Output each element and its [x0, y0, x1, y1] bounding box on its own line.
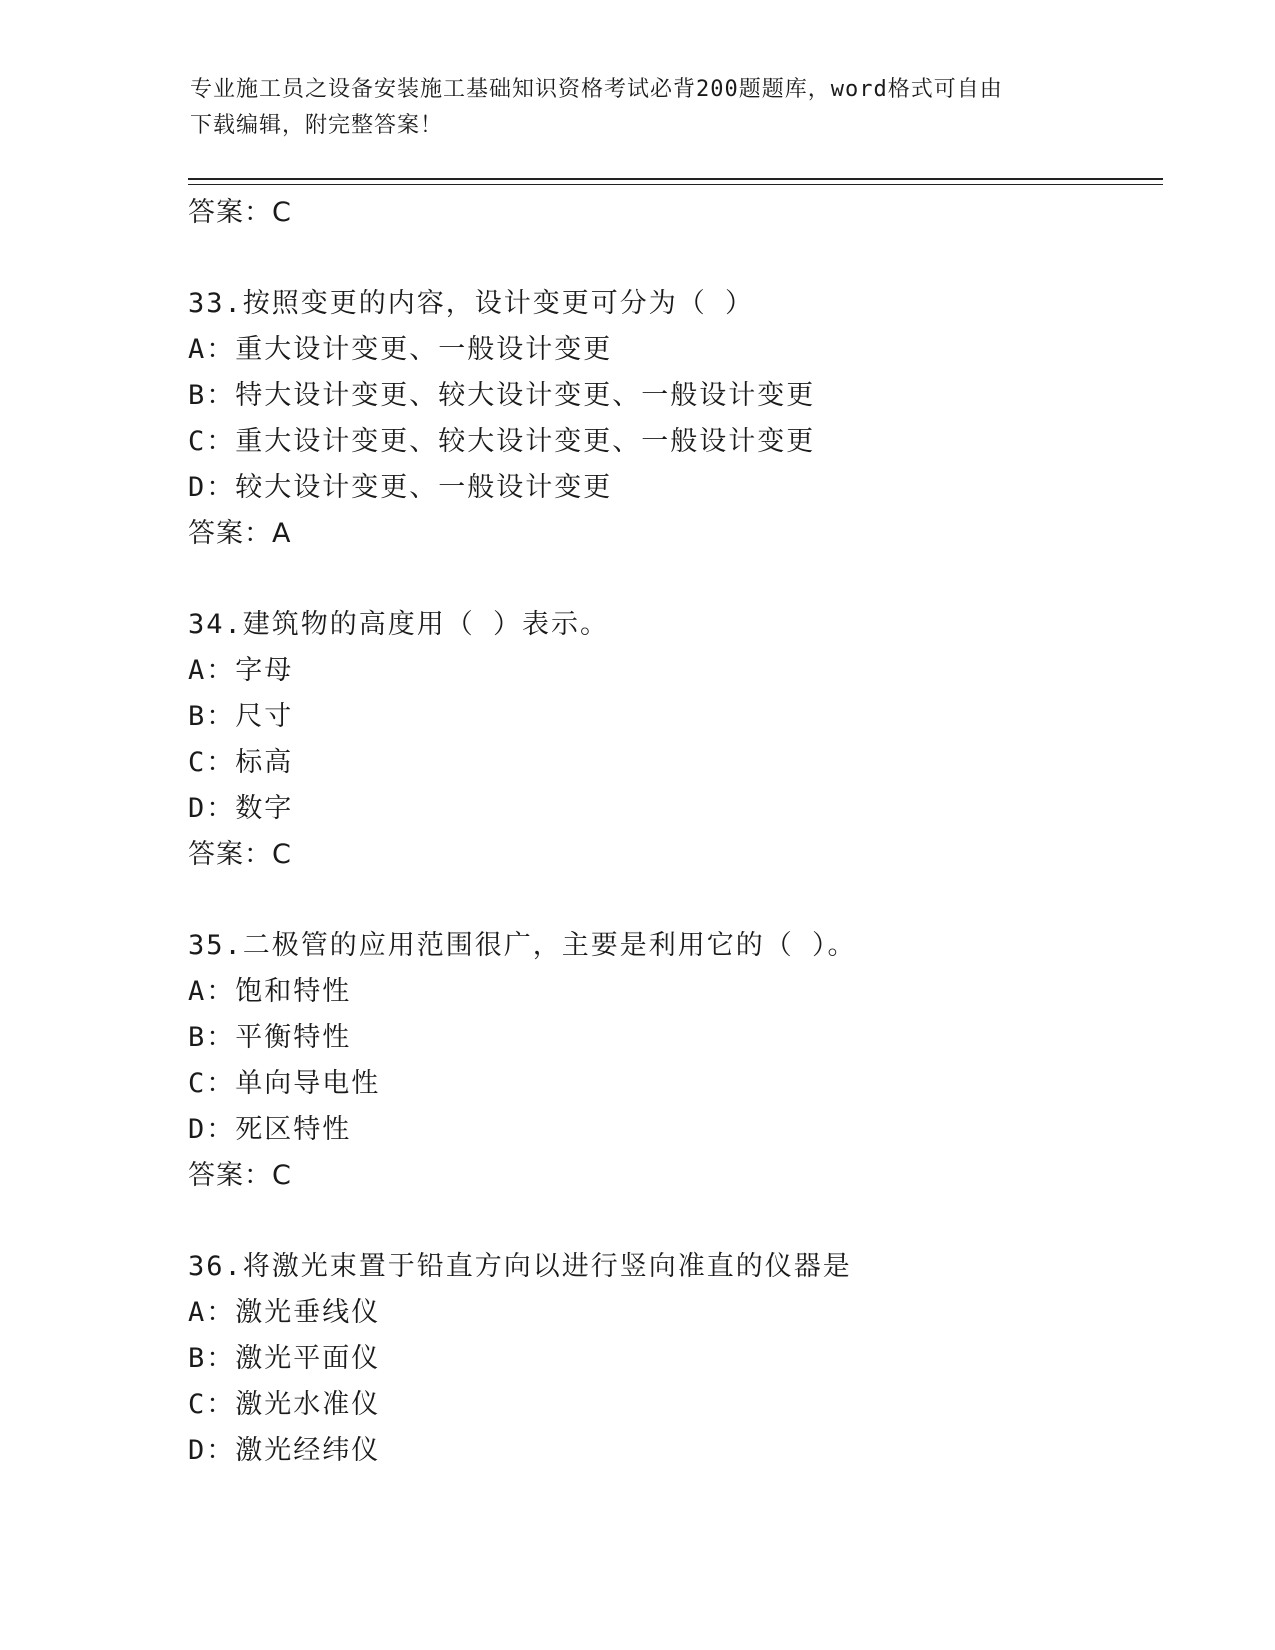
option-b: B：平衡特性: [188, 1022, 352, 1053]
option-c: C：标高: [188, 747, 294, 778]
option-d: D：较大设计变更、一般设计变更: [188, 472, 613, 503]
option-b: B：特大设计变更、较大设计变更、一般设计变更: [188, 380, 816, 411]
option-c: C：单向导电性: [188, 1068, 381, 1099]
option-b: B：尺寸: [188, 701, 294, 732]
header-divider-thick: [188, 178, 1163, 180]
spacer: [188, 557, 1168, 602]
question-text: 33.按照变更的内容，设计变更可分为（ ）: [188, 288, 755, 319]
option-c: C：重大设计变更、较大设计变更、一般设计变更: [188, 426, 816, 457]
header-line-2: 下载编辑，附完整答案！: [190, 113, 444, 138]
header-divider-thin: [188, 184, 1163, 185]
document-header: [190, 72, 1090, 144]
spacer: [188, 878, 1168, 923]
question-33: [188, 281, 1168, 557]
spacer: [188, 1199, 1168, 1244]
question-35: [188, 923, 1168, 1199]
answer-q32: 答案：C: [188, 197, 292, 228]
option-d: D：死区特性: [188, 1114, 352, 1145]
option-d: D：激光经纬仪: [188, 1435, 381, 1466]
option-a: A：重大设计变更、一般设计变更: [188, 334, 613, 365]
question-text: 34.建筑物的高度用（ ）表示。: [188, 609, 610, 640]
answer: 答案：C: [188, 1160, 292, 1191]
option-c: C：激光水准仪: [188, 1389, 381, 1420]
question-list: [188, 190, 1168, 1474]
question-text: 35.二极管的应用范围很广，主要是利用它的（ ）。: [188, 930, 857, 961]
option-d: D：数字: [188, 793, 294, 824]
header-line-1: 专业施工员之设备安装施工基础知识资格考试必背200题题库，word格式可自由: [190, 77, 1003, 102]
question-36: [188, 1244, 1168, 1474]
answer: 答案：C: [188, 839, 292, 870]
spacer: [188, 236, 1168, 281]
option-a: A：激光垂线仪: [188, 1297, 381, 1328]
option-a: A：饱和特性: [188, 976, 352, 1007]
question-text: 36.将激光束置于铅直方向以进行竖向准直的仪器是: [188, 1251, 852, 1282]
question-34: [188, 602, 1168, 878]
answer: 答案：A: [188, 518, 292, 549]
option-a: A：字母: [188, 655, 294, 686]
option-b: B：激光平面仪: [188, 1343, 381, 1374]
